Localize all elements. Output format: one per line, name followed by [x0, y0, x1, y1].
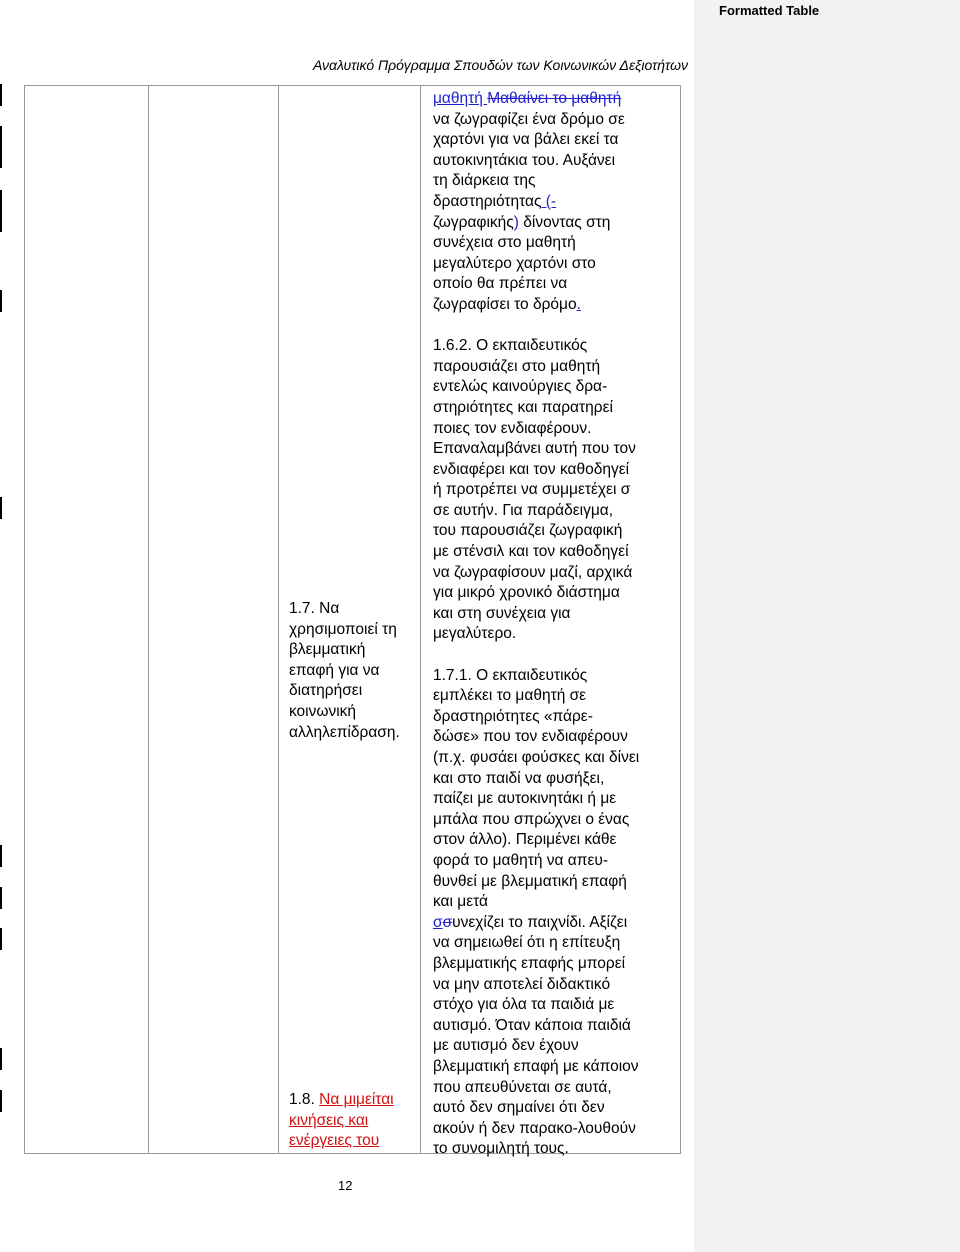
text-line: αλληλεπίδραση.: [289, 723, 400, 741]
text-line: να μην αποτελεί διδακτικό: [433, 975, 611, 993]
text-line: [433, 192, 639, 213]
text-line: μπάλα που σπρώχνει ο ένας: [433, 810, 630, 828]
text-line: σε αυτήν. Για παράδειγμα,: [433, 501, 614, 519]
text-line: βλεμματική: [289, 641, 366, 659]
text-line: χρησιμοποιεί τη: [289, 620, 397, 638]
change-bar: [0, 845, 2, 867]
deleted-text: σ: [442, 913, 453, 931]
inserted-text: .: [576, 295, 581, 313]
text-line: εντελώς καινούργιες δρα-: [433, 378, 608, 396]
comment-pane: [694, 0, 960, 1252]
change-bar: [0, 1090, 2, 1112]
text-line: [433, 89, 639, 110]
text-line: χαρτόνι για να βάλει εκεί τα: [433, 131, 619, 149]
text-line: θυνθεί με βλεμματική επαφή: [433, 872, 627, 890]
text-line: βλεμματικής επαφής μπορεί: [433, 954, 626, 972]
table-col-line: [680, 85, 681, 1154]
text-line: το συνομιλητή τους.: [433, 1140, 569, 1158]
plain-text: ζωγραφίσει το δρόμο: [433, 295, 577, 313]
plain-text: υνεχίζει το παιχνίδι. Αξίζει: [452, 913, 628, 931]
text-line: 1.7. Να: [289, 600, 340, 617]
text-line: παίζει με αυτοκινητάκι ή με: [433, 790, 617, 808]
text-line: για μικρό χρονικό διάστημα: [433, 584, 620, 602]
text-line: [433, 913, 639, 934]
table-col-line: [278, 85, 279, 1154]
paragraph-gap: [433, 645, 639, 666]
objective-number: 1.8.: [289, 1091, 320, 1108]
text-line: ποιες τον ενδιαφέρουν.: [433, 419, 592, 437]
text-line: να ζωγραφίσουν μαζί, αρχικά: [433, 563, 633, 581]
text-line: στόχο για όλα τα παιδιά με: [433, 996, 615, 1014]
inserted-text: ): [513, 213, 519, 231]
text-line: στον άλλο). Περιμένει κάθε: [433, 831, 617, 849]
text-line: αυτισμό. Όταν κάποια παιδιά: [433, 1016, 631, 1034]
text-line: δώσε» που τον ενδιαφέρουν: [433, 728, 628, 746]
text-line: (π.χ. φυσάει φούσκες και δίνει: [433, 749, 640, 766]
inserted-text: (-: [541, 192, 557, 210]
change-bar: [0, 887, 2, 909]
text-line: και στη συνέχεια για: [433, 604, 571, 622]
text-line: μεγαλύτερο.: [433, 625, 517, 643]
comment-pane-title: Formatted Table: [719, 3, 820, 18]
inserted-text: σ: [433, 913, 443, 931]
text-line: αυτοκινητάκια του. Αυξάνει: [433, 151, 616, 169]
change-bar: [0, 928, 2, 950]
text-line: διατηρήσει: [289, 682, 363, 700]
table-top-border: [24, 85, 681, 86]
change-bar: [0, 497, 2, 519]
inserted-text: Να μιμείται: [319, 1091, 394, 1108]
text-line: μεγαλύτερο χαρτόνι στο: [433, 254, 596, 272]
text-line: οποίο θα πρέπει να: [433, 275, 568, 293]
objective-1-7: [289, 599, 400, 743]
text-line: να σημειωθεί ότι η επίτευξη: [433, 934, 621, 952]
text-line: με στένσιλ και τον καθοδηγεί: [433, 543, 629, 561]
text-line: φορά το μαθητή να απευ-: [433, 851, 608, 869]
text-line: που απευθύνεται σε αυτά,: [433, 1078, 612, 1096]
change-bar: [0, 1048, 2, 1070]
text-line: στηριότητες και παρατηρεί: [433, 398, 613, 416]
text-line: 1.7.1. Ο εκπαιδευτικός: [433, 666, 588, 684]
table-col-line: [24, 85, 25, 1154]
text-line: Επαναλαμβάνει αυτή που τον: [433, 440, 636, 458]
text-line: ακούν ή δεν παρακο-λουθούν: [433, 1119, 636, 1137]
text-line: βλεμματική επαφή με κάποιον: [433, 1057, 639, 1075]
text-line: τη διάρκεια της: [433, 172, 536, 190]
text-line: παρουσιάζει στο μαθητή: [433, 357, 601, 375]
table-col-line: [148, 85, 149, 1154]
change-bar: [0, 290, 2, 312]
text-line: 1.6.2. Ο εκπαιδευτικός: [433, 337, 588, 355]
inserted-text: ενέργειες του: [289, 1132, 380, 1150]
text-line: να ζωγραφίζει ένα δρόμο σε: [433, 110, 625, 128]
plain-text: ζωγραφικής: [433, 213, 514, 231]
text-line: δραστηριότητες «πάρε-: [433, 707, 593, 725]
plain-text: δραστηριότητας: [433, 192, 542, 210]
text-line: ενδιαφέρει και τον καθοδηγεί: [433, 460, 630, 478]
change-bar: [0, 84, 2, 106]
text-line: συνέχεια στο μαθητή: [433, 234, 576, 252]
text-line: αυτό δεν σημαίνει ότι δεν: [433, 1099, 605, 1117]
paragraph-gap: [433, 316, 639, 337]
text-line: κοινωνική: [289, 702, 357, 720]
objective-1-8: [289, 1090, 394, 1152]
change-bar: [0, 190, 2, 232]
inserted-text: μαθητή: [433, 90, 488, 107]
change-bar: [0, 126, 2, 168]
text-line: [433, 213, 639, 234]
page-number: 12: [338, 1178, 353, 1193]
text-line: του παρουσιάζει ζωγραφική: [433, 522, 623, 540]
table-col-line: [420, 85, 421, 1154]
text-line: [289, 1090, 394, 1111]
text-line: με αυτισμό δεν έχουν: [433, 1037, 579, 1055]
deleted-text: Μαθαίνει το μαθητή: [487, 90, 622, 107]
inserted-text: κινήσεις και: [289, 1111, 369, 1129]
text-line: επαφή για να: [289, 661, 380, 679]
text-line: και μετά: [433, 893, 488, 911]
activities-cell: [433, 89, 639, 1160]
text-line: εμπλέκει το μαθητή σε: [433, 687, 587, 705]
text-line: και στο παιδί να φυσήξει,: [433, 769, 605, 787]
text-line: ή προτρέπει να συμμετέχει σ: [433, 481, 631, 499]
plain-text: δίνοντας στη: [518, 213, 611, 231]
page-header: Αναλυτικό Πρόγραμμα Σπουδών των Κοινωνικών Δεξιοτήτων: [312, 57, 688, 73]
text-line: [433, 295, 639, 316]
